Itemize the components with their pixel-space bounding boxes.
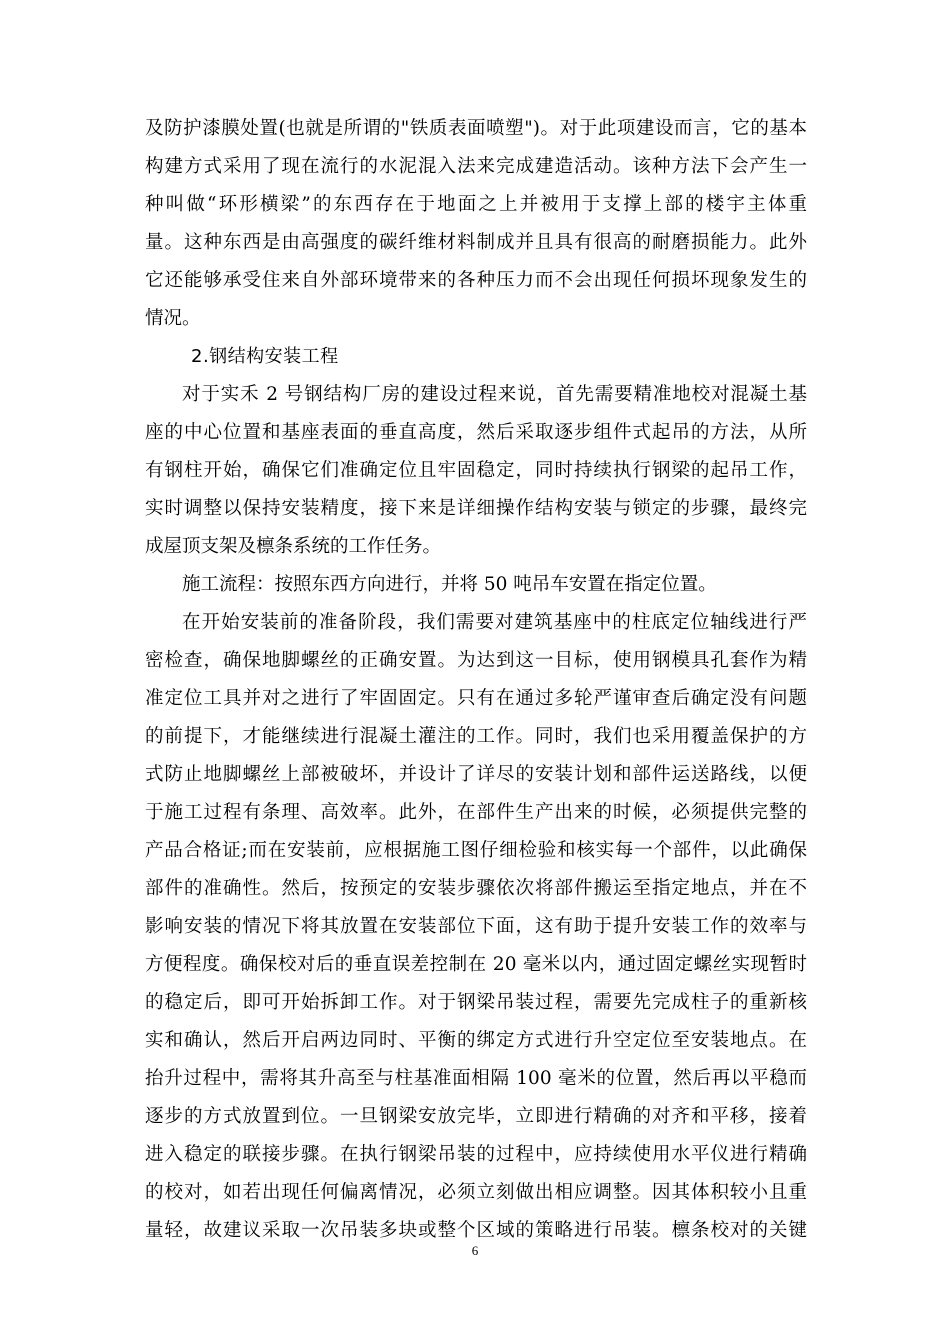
text-line: 的稳定后，即可开始拆卸工作。对于钢梁吊装过程，需要先完成柱子的重新核: [145, 992, 807, 1013]
text-line: 抬升过程中，需将其升高至与柱基准面相隔 100 毫米的位置，然后再以平稳而: [145, 1068, 807, 1089]
text-line: 密检查，确保地脚螺丝的正确安置。为达到这一目标，使用钢模具孔套作为精: [145, 650, 807, 671]
text-line: 实时调整以保持安装精度，接下来是详细操作结构安装与锁定的步骤，最终完: [145, 498, 807, 519]
page-number: 6: [471, 1243, 479, 1258]
text-line: 的前提下，才能继续进行混凝土灌注的工作。同时，我们也采用覆盖保护的方: [145, 726, 807, 747]
text-line: 部件的准确性。然后，按预定的安装步骤依次将部件搬运至指定地点，并在不: [145, 878, 807, 899]
text-line: 产品合格证;而在安装前，应根据施工图仔细检验和核实每一个部件，以此确保: [145, 840, 807, 861]
text-line: 逐步的方式放置到位。一旦钢梁安放完毕，立即进行精确的对齐和平移，接着: [145, 1106, 807, 1127]
text-line: 量轻，故建议采取一次吊装多块或整个区域的策略进行吊装。檩条校对的关键: [145, 1220, 807, 1241]
text-line: 情况。: [145, 308, 201, 329]
text-line: 的校对，如若出现任何偏离情况，必须立刻做出相应调整。因其体积较小且重: [145, 1182, 807, 1203]
text-line: 对于实禾 2 号钢结构厂房的建设过程来说，首先需要精准地校对混凝土基: [182, 384, 807, 405]
text-line: 量。这种东西是由高强度的碳纤维材料制成并且具有很高的耐磨损能力。此外: [145, 232, 807, 253]
body-text: [145, 110, 807, 1250]
text-line: 座的中心位置和基座表面的垂直高度，然后采取逐步组件式起吊的方法，从所: [145, 422, 807, 443]
text-line: 在开始安装前的准备阶段，我们需要对建筑基座中的柱底定位轴线进行严: [182, 612, 807, 633]
section-heading: 2.钢结构安装工程: [191, 346, 339, 367]
text-line: 式防止地脚螺丝上部被破坏，并设计了详尽的安装计划和部件运送路线，以便: [145, 764, 807, 785]
text-line: 准定位工具并对之进行了牢固固定。只有在通过多轮严谨审查后确定没有问题: [145, 688, 807, 709]
text-line: 施工流程：按照东西方向进行，并将 50 吨吊车安置在指定位置。: [182, 574, 717, 595]
text-line: 它还能够承受住来自外部环境带来的各种压力而不会出现任何损坏现象发生的: [145, 270, 807, 291]
text-line: 及防护漆膜处置(也就是所谓的"铁质表面喷塑")。对于此项建设而言，它的基本: [145, 118, 807, 139]
text-line: 方便程度。确保校对后的垂直误差控制在 20 毫米以内，通过固定螺丝实现暂时: [145, 954, 807, 975]
text-line: 进入稳定的联接步骤。在执行钢梁吊装的过程中，应持续使用水平仪进行精确: [145, 1144, 807, 1165]
text-line: 影响安装的情况下将其放置在安装部位下面，这有助于提升安装工作的效率与: [145, 916, 807, 937]
text-line: 种叫做“环形横梁”的东西存在于地面之上并被用于支撑上部的楼宇主体重: [145, 194, 807, 215]
text-line: 于施工过程有条理、高效率。此外，在部件生产出来的时候，必须提供完整的: [145, 802, 807, 823]
text-line: 构建方式采用了现在流行的水泥混入法来完成建造活动。该种方法下会产生一: [145, 156, 807, 177]
text-line: 有钢柱开始，确保它们准确定位且牢固稳定，同时持续执行钢梁的起吊工作，: [145, 460, 807, 481]
text-line: 实和确认，然后开启两边同时、平衡的绑定方式进行升空定位至安装地点。在: [145, 1030, 807, 1051]
text-line: 成屋顶支架及檩条系统的工作任务。: [145, 536, 442, 557]
